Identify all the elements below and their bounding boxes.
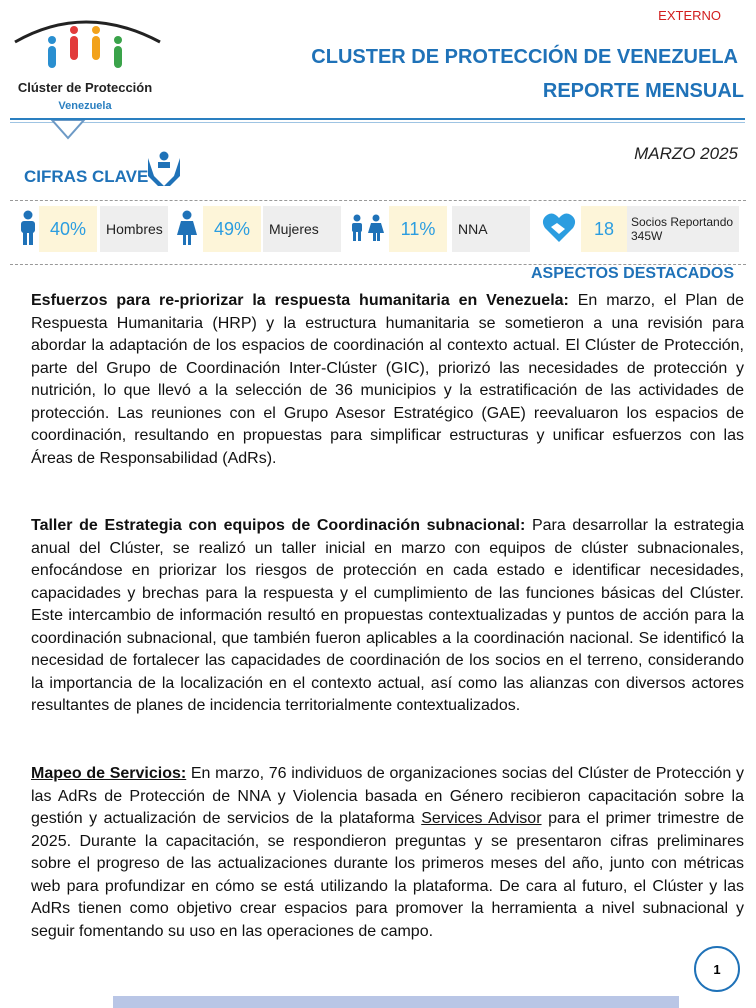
partners-sublabel: 345W [631,229,663,243]
logo-title: Clúster de Protección [17,80,153,95]
figure-value-men: 40% [39,206,97,252]
logo-figures-icon [10,6,170,86]
logo-subtitle: Venezuela [58,100,112,112]
man-icon [16,210,40,246]
figure-label-partners [627,206,739,252]
highlight-paragraph-2 [31,515,744,718]
woman-icon [176,210,198,246]
highlight-heading-1: Esfuerzos para re-priorizar la respuesta humanitaria en Venezuela: [31,292,569,309]
report-subtitle: REPORTE MENSUAL [542,80,744,102]
figure-value-nna: 11% [389,206,447,252]
services-advisor-link[interactable]: Services Advisor [421,810,542,827]
key-figures-title: CIFRAS CLAVE [24,167,149,186]
highlight-heading-3: Mapeo de Servicios: [31,765,187,782]
report-title: CLUSTER DE PROTECCIÓN DE VENEZUELA [311,46,738,68]
page-number: 1 [694,946,740,992]
figures-top-divider [10,200,746,201]
handshake-icon [542,212,576,244]
highlight-text-2: Para desarrollar la estrategia anual del Clúster, se realizó un taller inicial en marzo con equipos de clúster subnacionales, enfocándose en priorizar los riesgos de protección en cada estado e identificar necesidades, capacidades y brechas para la respuesta y el cumplimiento de las funciones básicas del Clúster. Este intercambio de información resultó en propuestas contextualizadas y puntos de acción para la coordinación subnacional, que también fueron aplicables a la coordinación nacional. Se identificó la necesidad de fortalecer las capacidades de coordinación de los socios en el terreno, considerando la importancia de la localización en el contexto actual, así como las alianzas con diversos actores resultantes de planes de incidencia territorialmente contextualizados. [31,517,744,714]
figure-value-partners: 18 [581,206,627,252]
hands-people-icon [144,150,184,190]
highlight-paragraph-3 [31,763,744,943]
highlights-title: ASPECTOS DESTACADOS [531,265,734,282]
figure-label-women: Mujeres [263,206,341,252]
highlight-heading-2: Taller de Estrategia con equipos de Coordinación subnacional: [31,517,526,534]
highlight-text-3b: para el primer trimestre de 2025. Durante la capacitación, se respondieron preguntas y se presentaron cifras preliminares sobre el progreso de las actualizaciones durante los primeros meses del año, junto con métricas web para profundizar en cómo se está utilizando la plataforma. De cara al futuro, el Clúster y las AdRs tienen como objetivo crear espacios para promover la herramienta a nivel subnacional y seguir fomentando su uso en las operaciones de campo. [31,810,745,940]
header-divider [10,118,745,120]
header-divider-thin [10,122,745,123]
header-pointer-icon [50,120,86,142]
highlight-text-3a: En marzo, 76 individuos de organizaciones socias del Clúster de Protección y las AdRs de Protección de NNA y Violencia basada en Género recibieron capacitación sobre la gestión y actualización de servicios de la plataforma [31,765,745,827]
figure-value-women: 49% [203,206,261,252]
partners-label: Socios Reportando [631,215,734,229]
figure-label-men: Hombres [100,206,168,252]
children-icon [349,214,385,242]
footer-bar [113,996,679,1008]
classification-badge: EXTERNO [658,8,721,23]
report-date: MARZO 2025 [634,144,738,163]
highlight-text-1: En marzo, el Plan de Respuesta Humanitaria (HRP) y la estructura humanitaria se sometieron a una revisión para abordar la adaptación de los espacios de coordinación al contexto actual. El Clúster de Protección, parte del Grupo de Coordinación Inter-Clúster (GIC), priorizó las necesidades de protección y nutrición, lo que llevó a la selección de 36 municipios y la estratificación de las actividades de protección. Las reuniones con el Grupo Asesor Estratégico (GAE) reevaluaron los espacios de coordinación, resultando en propuestas para simplificar estructuras y unificar esfuerzos con las Áreas de Responsabilidad (AdRs). [31,292,744,467]
figure-label-nna: NNA [452,206,530,252]
highlight-paragraph-1 [31,290,744,470]
